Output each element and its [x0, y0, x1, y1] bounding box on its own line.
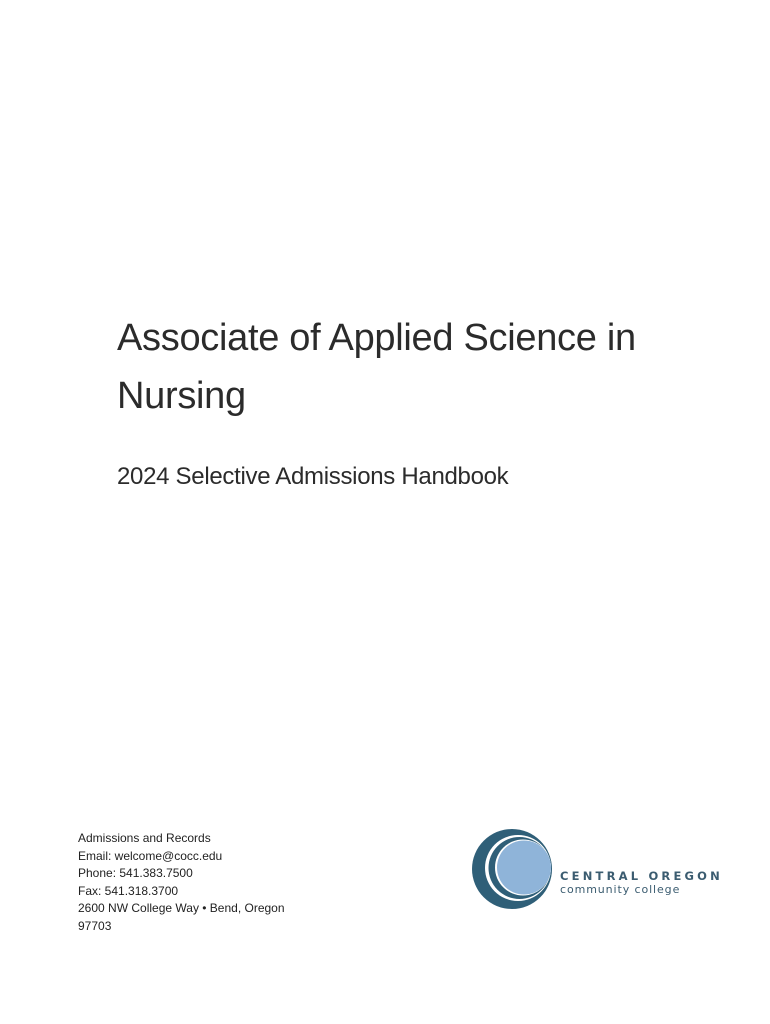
logo-text-line1: CENTRAL OREGON	[560, 869, 723, 883]
contact-email: Email: welcome@cocc.edu	[78, 848, 223, 863]
contact-address-line2: 97703	[78, 918, 112, 933]
college-logo	[472, 826, 723, 916]
college-logo-mark-icon	[472, 826, 558, 912]
contact-address-line1: 2600 NW College Way • Bend, Oregon	[78, 901, 285, 916]
contact-fax: Fax: 541.318.3700	[78, 883, 179, 898]
document-subtitle: 2024 Selective Admissions Handbook	[117, 463, 509, 490]
logo-text-line2: community college	[560, 883, 681, 896]
contact-phone: Phone: 541.383.7500	[78, 866, 193, 881]
contact-block	[78, 830, 338, 936]
contact-department: Admissions and Records	[78, 831, 211, 845]
document-title: Associate of Applied Science in Nursing	[117, 317, 636, 417]
